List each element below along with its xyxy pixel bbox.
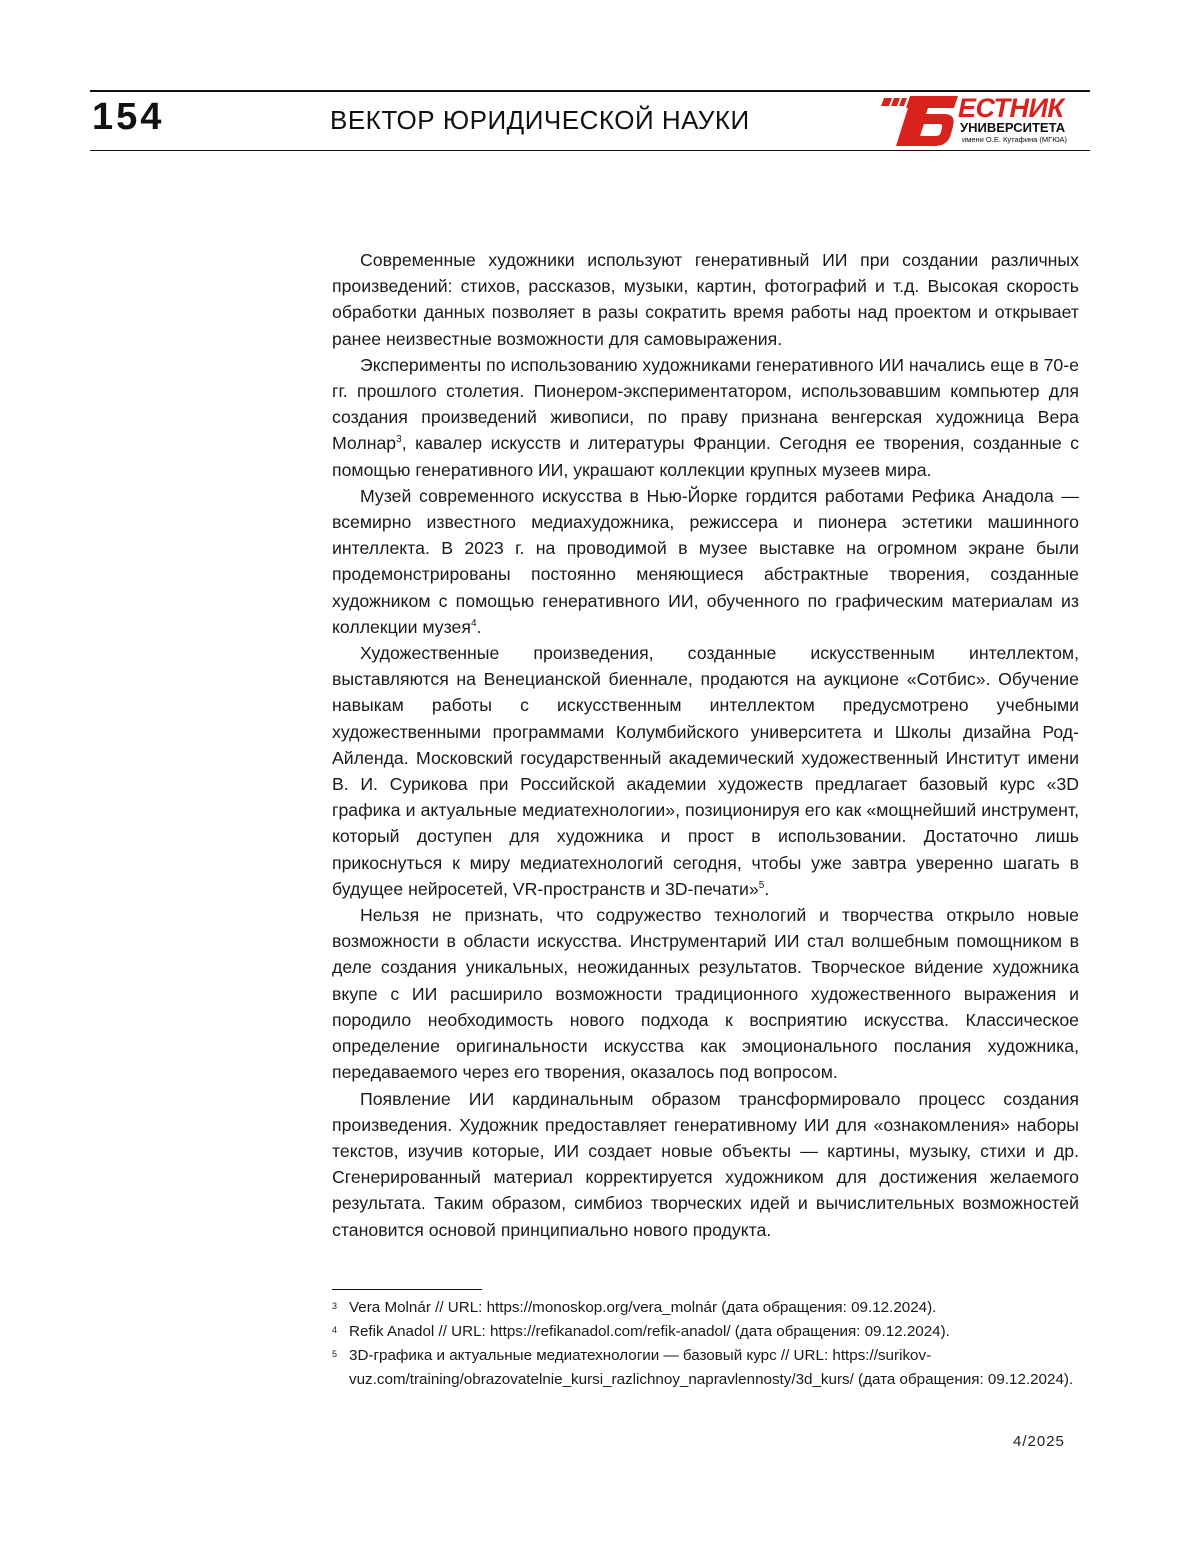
paragraph-3-text: Музей современного искусства в Нью-Йорке гордится работами Рефика Анадола — всемирно известного медиахудожника, режиссера и пионера эстетики машинного интеллекта. В 2023 г. на проводимой в музее выставке на огромном экране были продемонстрированы постоянно меняющиеся абстрактные творения, созданные художником с помощью генеративного ИИ, обученного по графическим материалам из коллекции музея <box>332 486 1079 637</box>
footnote-5 <box>332 1344 1079 1392</box>
header-rule-top <box>90 90 1090 92</box>
footnote-ref-5[interactable]: 5 <box>759 880 765 891</box>
footnote-number: 3 <box>332 1294 337 1318</box>
footnotes <box>332 1296 1079 1392</box>
paragraph-4 <box>332 640 1079 902</box>
logo-word-subtitle: имени О.Е. Кутафина (МГЮА) <box>962 135 1067 144</box>
footnote-ref-4[interactable]: 4 <box>471 618 477 629</box>
paragraph-5: Нельзя не признать, что содружество технологий и творчества открыло новые возможности в области искусства. Инструментарий ИИ стал волшебным помощником в деле создания уникальных, неожиданных результатов. Творческое ви́дение художника вкупе с ИИ расширило возможности традиционного художественного выражения и породило необходимость нового подхода к восприятию искусства. Классическое определение оригинальности искусства как эмоционального послания художника, передаваемого через его творения, оказалось под вопросом. <box>332 902 1079 1085</box>
issue-number: 4/2025 <box>1013 1433 1065 1450</box>
paragraph-6: Появление ИИ кардинальным образом трансформировало процесс создания произведения. Художник предоставляет генеративному ИИ для «ознакомления» наборы текстов, изучив которые, ИИ создает новые объекты — картины, музыку, стихи и др. Сгенерированный материал корректируется художником для достижения желаемого результата. Таким образом, симбиоз творческих идей и вычислительных возможностей становится основой принципиально нового продукта. <box>332 1086 1079 1243</box>
logo-emblem-icon <box>880 94 960 148</box>
paragraph-4-tail: . <box>764 879 769 899</box>
paragraph-2-text: Эксперименты по использованию художниками генеративного ИИ начались еще в 70-е гг. прошлого столетия. Пионером-экспериментатором, использовавшим компьютер для создания произведений живописи, по праву признана венгерская художница Вера Молнар <box>332 355 1079 454</box>
paragraph-1: Современные художники используют генеративный ИИ при создании различных произведений: стихов, рассказов, музыки, картин, фотографий и т.д. Высокая скорость обработки данных позволяет в разы сократить время работы над проектом и открывает ранее неизвестные возможности для самовыражения. <box>332 247 1079 352</box>
footnote-number: 5 <box>332 1342 337 1366</box>
footnote-separator <box>332 1289 482 1290</box>
footnote-ref-3[interactable]: 3 <box>396 435 402 446</box>
logo-word-vestnik: ЕСТНИК <box>958 94 1064 122</box>
paragraph-3 <box>332 483 1079 640</box>
paragraph-2-tail: , кавалер искусств и литературы Франции. Сегодня ее творения, созданные с помощью генеративного ИИ, украшают коллекции крупных музеев мира. <box>332 433 1079 479</box>
footnote-text: Vera Molnár // URL: https://monoskop.org/vera_molnár (дата обращения: 09.12.2024). <box>349 1299 936 1316</box>
paragraph-3-tail: . <box>477 617 482 637</box>
footnote-text: 3D-графика и актуальные медиатехнологии — базовый курс // URL: https://surikov-vuz.com/training/obrazovatelnie_kursi_razlichnoy_napravlennosty/3d_kurs/ (дата обращения: 09.12.2024). <box>349 1347 1073 1388</box>
journal-title: ВЕКТОР ЮРИДИЧЕСКОЙ НАУКИ <box>330 105 750 136</box>
footnote-3 <box>332 1296 1079 1320</box>
page-number: 154 <box>92 96 164 139</box>
paragraph-2 <box>332 352 1079 483</box>
footnote-text: Refik Anadol // URL: https://refikanadol.com/refik-anadol/ (дата обращения: 09.12.2024). <box>349 1323 950 1340</box>
logo-word-university: УНИВЕРСИТЕТА <box>960 121 1065 135</box>
paragraph-4-text: Художественные произведения, созданные искусственным интеллектом, выставляются на Венецианской биеннале, продаются на аукционе «Сотбис». Обучение навыкам работы с искусственным интеллектом предусмотрено учебными художественными программами Колумбийского университета и Школы дизайна Род-Айленда. Московский государственный академический художественный Институт имени В. И. Сурикова при Российской академии художеств предлагает базовый курс «3D графика и актуальные медиатехнологии», позиционируя его как «мощнейший инструмент, который доступен для художника и прост в использовании. Достаточно лишь прикоснуться к миру медиатехнологий сегодня, чтобы уже завтра уверенно шагать в будущее нейросетей, VR-пространств и 3D-печати» <box>332 643 1079 899</box>
header-rule-bottom <box>90 150 1090 151</box>
footnote-4 <box>332 1320 1079 1344</box>
journal-logo <box>880 94 1090 148</box>
article-body <box>332 247 1079 1243</box>
footnote-number: 4 <box>332 1318 337 1342</box>
